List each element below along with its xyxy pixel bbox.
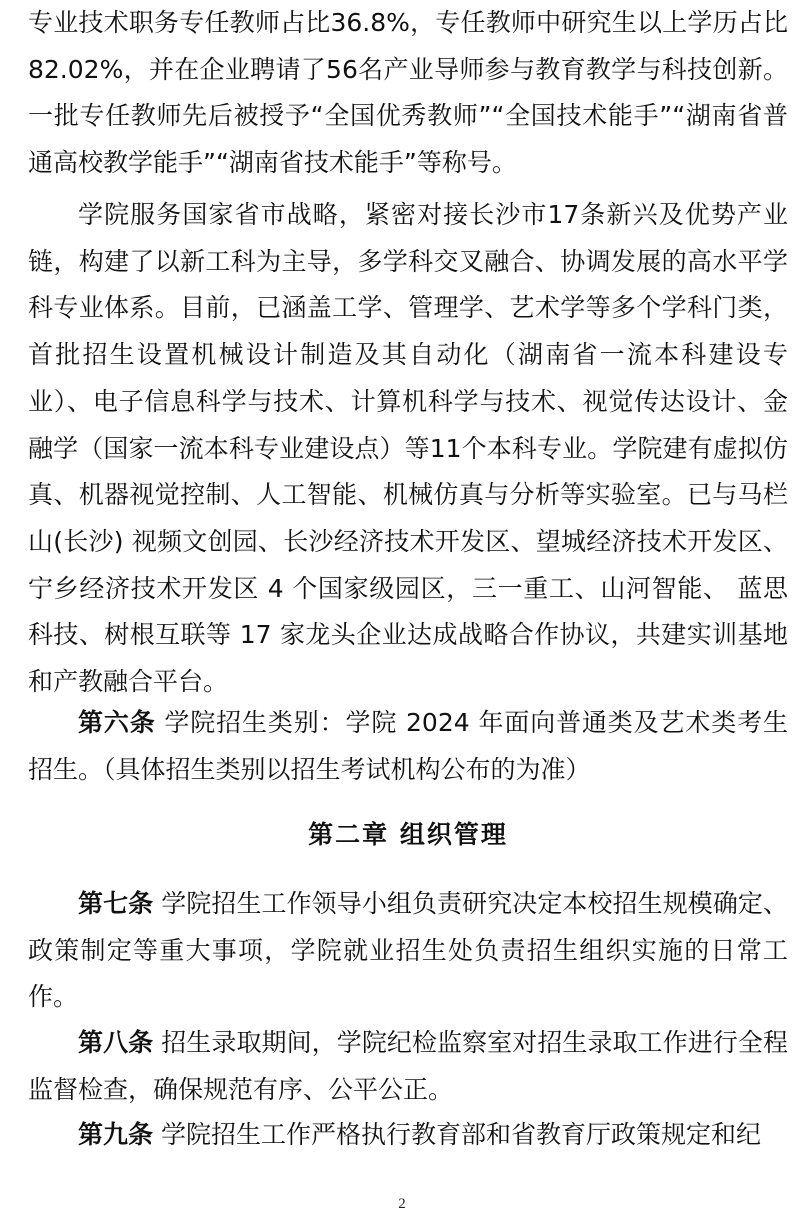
article-7 <box>28 881 788 1021</box>
article-8 <box>28 1020 788 1113</box>
page-number: 2 <box>398 1196 406 1212</box>
article-text: 学院招生工作领导小组负责研究决定本校招生规模确定、政策制定等重大事项，学院就业招生处负责招生组织实施的日常工作。 <box>28 889 788 1012</box>
chapter-title: 第二章 组织管理 <box>308 820 508 849</box>
article-text: 学院招生工作严格执行教育部和省教育厅政策规定和纪 <box>153 1120 761 1149</box>
article-label: 第九条 <box>78 1120 154 1149</box>
paragraph-text: 专业技术职务专任教师占比36.8%，专任教师中研究生以上学历占比82.02%，并在企业聘请了56名产业导师参与教育教学与科技创新。一批专任教师先后被授予“全国优秀教师”“全国技术能手”“湖南省普通高校教学能手”“湖南省技术能手”等称号。 <box>28 8 788 178</box>
paragraph-text: 学院服务国家省市战略，紧密对接长沙市17条新兴及优势产业链，构建了以新工科为主导，多学科交叉融合、协调发展的高水平学科专业体系。目前，已涵盖工学、管理学、艺术学等多个学科门类，首批招生设置机械设计制造及其自动化（湖南省一流本科建设专业）、电子信息科学与技术、计算机科学与技术、视觉传达设计、金融学（国家一流本科专业建设点）等11个本科专业。学院建有虚拟仿真、机器视觉控制、人工智能、机械仿真与分析等实验室。已与马栏山(长沙) 视频文创园、长沙经济技术开发区、望城经济技术开发区、宁乡经济技术开发区 4 个国家级园区，三一重工、山河智能、 蓝思科技、树根互联等 17 家龙头企业达成战略合作协议，共建实训基地和产教融合平台。 <box>28 200 788 697</box>
article-label: 第八条 <box>78 1028 154 1057</box>
article-text: 招生录取期间，学院纪检监察室对招生录取工作进行全程监督检查，确保规范有序、公平公正。 <box>28 1028 788 1104</box>
article-6 <box>28 700 788 793</box>
article-text: 学院招生类别：学院 2024 年面向普通类及艺术类考生招生。（具体招生类别以招生考试机构公布的为准） <box>28 708 788 784</box>
article-label: 第七条 <box>78 889 154 918</box>
article-9 <box>28 1112 788 1159</box>
paragraph-faculty <box>28 0 788 187</box>
paragraph-disciplines <box>28 192 788 706</box>
article-label: 第六条 <box>78 708 156 737</box>
